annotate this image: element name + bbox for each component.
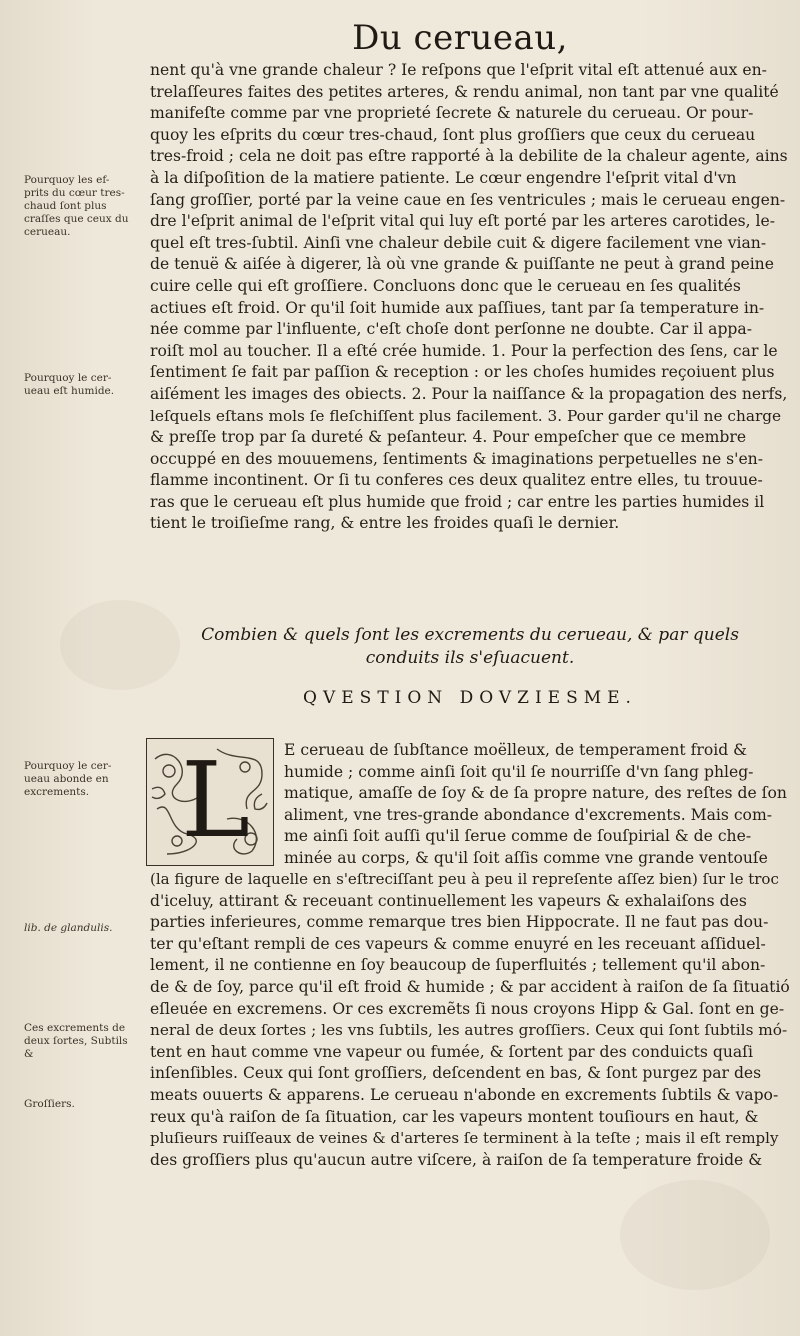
- text-line: minée au corps, & qu'il ſoit aſſis comme vne grande ventouſe: [284, 848, 768, 867]
- text-line: leſquels eſtans mols ſe fleſchiſſent plus facilement. 3. Pour garder qu'il ne charge: [150, 406, 782, 425]
- text-line: occuppé en des mouuemens, ſentiments & imaginations perpetuelles ne s'en-: [150, 449, 763, 468]
- body-text-top: [150, 60, 790, 535]
- text-line: eſleuée en excremens. Or ces excremẽts ſi nous croyons Hipp & Gal. ſont en ge-: [150, 999, 785, 1018]
- section-heading: [150, 624, 790, 670]
- body-text-indented: [284, 740, 790, 870]
- text-line: tres-froid ; cela ne doit pas eſtre rapporté à la debilite de la chaleur agente, ains: [150, 147, 788, 166]
- text-line: actiues eſt froid. Or qu'il ſoit humide aux paſſiues, tant par ſa temperature in-: [150, 298, 765, 317]
- text-line: tient le troiſieſme rang, & entre les froides quaſi le dernier.: [150, 514, 620, 533]
- text-line: roiſt mol au toucher. Il a eſté crée humide. 1. Pour la perfection des ſens, car le: [150, 341, 778, 360]
- margin-note: Pourquoy les ef- prits du cœur tres- chaud ſont plus craſſes que ceux du cerueau.: [24, 174, 129, 238]
- text-line: quel eſt tres-ſubtil. Ainſi vne chaleur debile cuit & digere facilement vne vian-: [150, 233, 767, 252]
- text-line: humide ; comme ainſi ſoit qu'il ſe nourriſſe d'vn ſang phleg-: [284, 762, 754, 781]
- text-line: ter qu'eſtant rempli de ces vapeurs & comme enuyré en les receuant aſſiduel-: [150, 934, 766, 953]
- text-line: ras que le cerueau eſt plus humide que froid ; car entre les parties humides il: [150, 492, 765, 511]
- text-line: tent en haut comme vne vapeur ou fumée, & ſortent par des conduicts quaſi: [150, 1042, 753, 1061]
- text-line: de tenuë & aiſée à digerer, là où vne grande & puiſſante ne peut à grand peine: [150, 255, 774, 274]
- text-line: à la diſpoſition de la matiere patiente. Le cœur engendre l'eſprit vital d'vn: [150, 168, 737, 187]
- text-line: d'iceluy, attirant & receuant continuellement les vapeurs & exhalaiſons des: [150, 891, 747, 910]
- text-line: parties inferieures, comme remarque tres bien Hippocrate. Il ne faut pas dou-: [150, 913, 769, 932]
- text-line: neral de deux ſortes ; les vns ſubtils, les autres groſſiers. Ceux qui ſont ſubtils mó-: [150, 1021, 788, 1040]
- text-line: née comme par l'influente, c'eſt choſe dont perſonne ne doubte. Car il appa-: [150, 320, 752, 339]
- text-line: aiſément les images des obiects. 2. Pour la naiſſance & la propagation des nerfs,: [150, 384, 788, 403]
- text-line: flamme incontinent. Or ſi tu conferes ces deux qualitez entre elles, tu trouue-: [150, 471, 763, 490]
- ornate-initial: [146, 738, 274, 866]
- text-line: aliment, vne tres-grande abondance d'excrements. Mais com-: [284, 805, 772, 824]
- paper-stain: [620, 1180, 770, 1290]
- text-line: de & de ſoy, parce qu'il eſt froid & humide ; & par accident à raiſon de ſa ſituatió: [150, 977, 790, 996]
- text-line: matique, amaſſe de ſoy & de ſa propre nature, des reſtes de ſon: [284, 784, 787, 803]
- text-line: manifeſte comme par vne proprieté ſecrete & naturele du cerueau. Or pour-: [150, 104, 754, 123]
- text-line: pluſieurs ruiſſeaux de veines & d'arteres ſe terminent à la teſte ; mais il eſt remply: [150, 1129, 779, 1148]
- margin-note: Groſſiers.: [24, 1098, 75, 1110]
- text-line: (la figure de laquelle en s'eſtreciſſant peu à peu il repreſente aſſez bien) ſur le troc: [150, 870, 779, 888]
- section-heading-line: Combien & quels ſont les excrements du cerueau, & par quels: [201, 625, 739, 645]
- text-line: trelaſſeures faites des petites arteres, & rendu animal, non tant par vne qualité: [150, 82, 779, 101]
- margin-note: lib. de glandulis.: [24, 922, 113, 934]
- text-line: ſang groſſier, porté par la veine caue en ſes ventricules ; mais le cerueau engen-: [150, 190, 786, 209]
- text-line: reux qu'à raiſon de ſa ſituation, car les vapeurs montent touſiours en haut, &: [150, 1107, 759, 1126]
- text-line: quoy les eſprits du cœur tres-chaud, ſont plus groſſiers que ceux du cerueau: [150, 125, 756, 144]
- text-line: E cerueau de ſubſtance moëlleux, de temperament froid &: [284, 741, 748, 759]
- question-title: QVESTION DOVZIESME.: [303, 688, 637, 708]
- margin-note: Ces excrements de deux ſortes, Subtils &: [24, 1022, 128, 1060]
- drop-cap-letter: L: [181, 739, 251, 861]
- text-line: meats ouuerts & apparens. Le cerueau n'abonde en excrements ſubtils & vapo-: [150, 1085, 779, 1104]
- margin-note: Pourquoy le cer- ueau abonde en excrements.: [24, 760, 112, 798]
- text-line: & preſſe trop par ſa dureté & peſanteur. 4. Pour empeſcher que ce membre: [150, 428, 747, 447]
- text-line: ſentiment ſe fait par paſſion & reception : or les choſes humides reçoiuent plus: [150, 363, 775, 382]
- section-heading-line: conduits ils s'eſuacuent.: [365, 648, 575, 668]
- text-line: lement, il ne contienne en ſoy beaucoup de ſuperfluités ; tellement qu'il abon-: [150, 956, 766, 975]
- body-text-bottom: [150, 869, 790, 1171]
- text-line: inſenſibles. Ceux qui ſont groſſiers, deſcendent en bas, & ſont purgez par des: [150, 1064, 762, 1083]
- text-line: dre l'eſprit animal de l'eſprit vital qui luy eſt porté par les arteres carotides, le-: [150, 212, 776, 231]
- text-line: nent qu'à vne grande chaleur ? Ie reſpons que l'eſprit vital eſt attenué aux en-: [150, 61, 767, 79]
- text-line: cuire celle qui eſt groſſiere. Concluons donc que le cerueau en ſes qualités: [150, 276, 741, 295]
- running-head: Du cerueau,: [352, 18, 568, 58]
- text-line: me ainſi ſoit auſſi qu'il ſerue comme de ſouſpirial & de che-: [284, 827, 752, 846]
- margin-note: Pourquoy le cer- ueau eſt humide.: [24, 372, 115, 397]
- text-line: des groſſiers plus qu'aucun autre viſcere, à raiſon de ſa temperature froide &: [150, 1150, 763, 1169]
